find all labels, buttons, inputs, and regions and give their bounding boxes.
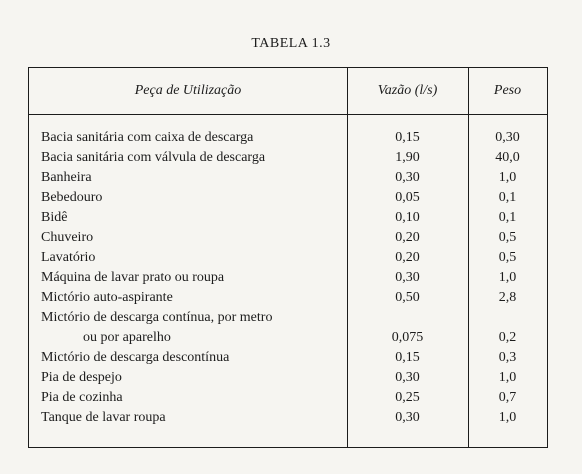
row-weight: 0,30 [495, 130, 520, 145]
row-flow: 0,30 [395, 370, 420, 385]
table-row [29, 128, 547, 148]
row-flow: 0,50 [395, 290, 420, 305]
table-title: TABELA 1.3 [251, 36, 331, 51]
row-name: Mictório de descarga descontínua [41, 350, 230, 365]
row-name: Tanque de lavar roupa [41, 410, 166, 425]
row-name: Bidê [41, 210, 68, 225]
header-divider [29, 114, 547, 115]
row-flow: 0,30 [395, 410, 420, 425]
row-weight: 0,5 [498, 250, 517, 265]
row-name: Bacia sanitária com caixa de descarga [41, 130, 254, 145]
table-row [29, 188, 547, 208]
table-row [29, 348, 547, 368]
row-weight: 40,0 [495, 150, 520, 165]
data-table [28, 67, 548, 448]
table-row [29, 288, 547, 308]
row-weight: 0,3 [498, 350, 517, 365]
row-weight: 0,5 [498, 230, 517, 245]
row-name: Máquina de lavar prato ou roupa [41, 270, 225, 285]
row-name: ou por aparelho [83, 330, 171, 345]
column-header-weight: Peso [493, 83, 522, 98]
row-name: Mictório auto-aspirante [41, 290, 173, 305]
row-name: Pia de cozinha [41, 390, 123, 405]
table-body [29, 128, 547, 428]
row-flow: 0,075 [391, 330, 424, 345]
row-weight: 2,8 [498, 290, 517, 305]
row-flow: 0,25 [395, 390, 420, 405]
row-weight: 1,0 [498, 410, 517, 425]
row-weight: 1,0 [498, 370, 517, 385]
row-flow: 1,90 [395, 150, 420, 165]
row-weight: 0,1 [498, 190, 517, 205]
row-flow: 0,15 [395, 350, 420, 365]
table-row [29, 368, 547, 388]
row-name: Bebedouro [41, 190, 103, 205]
table-row [29, 328, 547, 348]
row-flow: 0,20 [395, 230, 420, 245]
row-weight: 1,0 [498, 170, 517, 185]
row-flow: 0,15 [395, 130, 420, 145]
table-row [29, 168, 547, 188]
table-row [29, 208, 547, 228]
row-weight: 1,0 [498, 270, 517, 285]
row-weight: 0,1 [498, 210, 517, 225]
row-name: Lavatório [41, 250, 96, 265]
table-row [29, 268, 547, 288]
column-header-piece: Peça de Utilização [134, 83, 242, 98]
row-weight: 0,2 [498, 330, 517, 345]
row-name: Bacia sanitária com válvula de descarga [41, 150, 266, 165]
row-flow: 0,20 [395, 250, 420, 265]
row-name: Chuveiro [41, 230, 94, 245]
table-row [29, 408, 547, 428]
row-flow: 0,30 [395, 270, 420, 285]
row-name: Pia de despejo [41, 370, 122, 385]
table-row [29, 388, 547, 408]
table-row [29, 148, 547, 168]
column-header-flow: Vazão (l/s) [377, 83, 438, 98]
table-row [29, 228, 547, 248]
table-row [29, 248, 547, 268]
row-name: Mictório de descarga contínua, por metro [41, 310, 273, 325]
row-flow: 0,10 [395, 210, 420, 225]
row-flow: 0,30 [395, 170, 420, 185]
row-name: Banheira [41, 170, 92, 185]
row-weight: 0,7 [498, 390, 517, 405]
table-row [29, 308, 547, 328]
row-flow: 0,05 [395, 190, 420, 205]
